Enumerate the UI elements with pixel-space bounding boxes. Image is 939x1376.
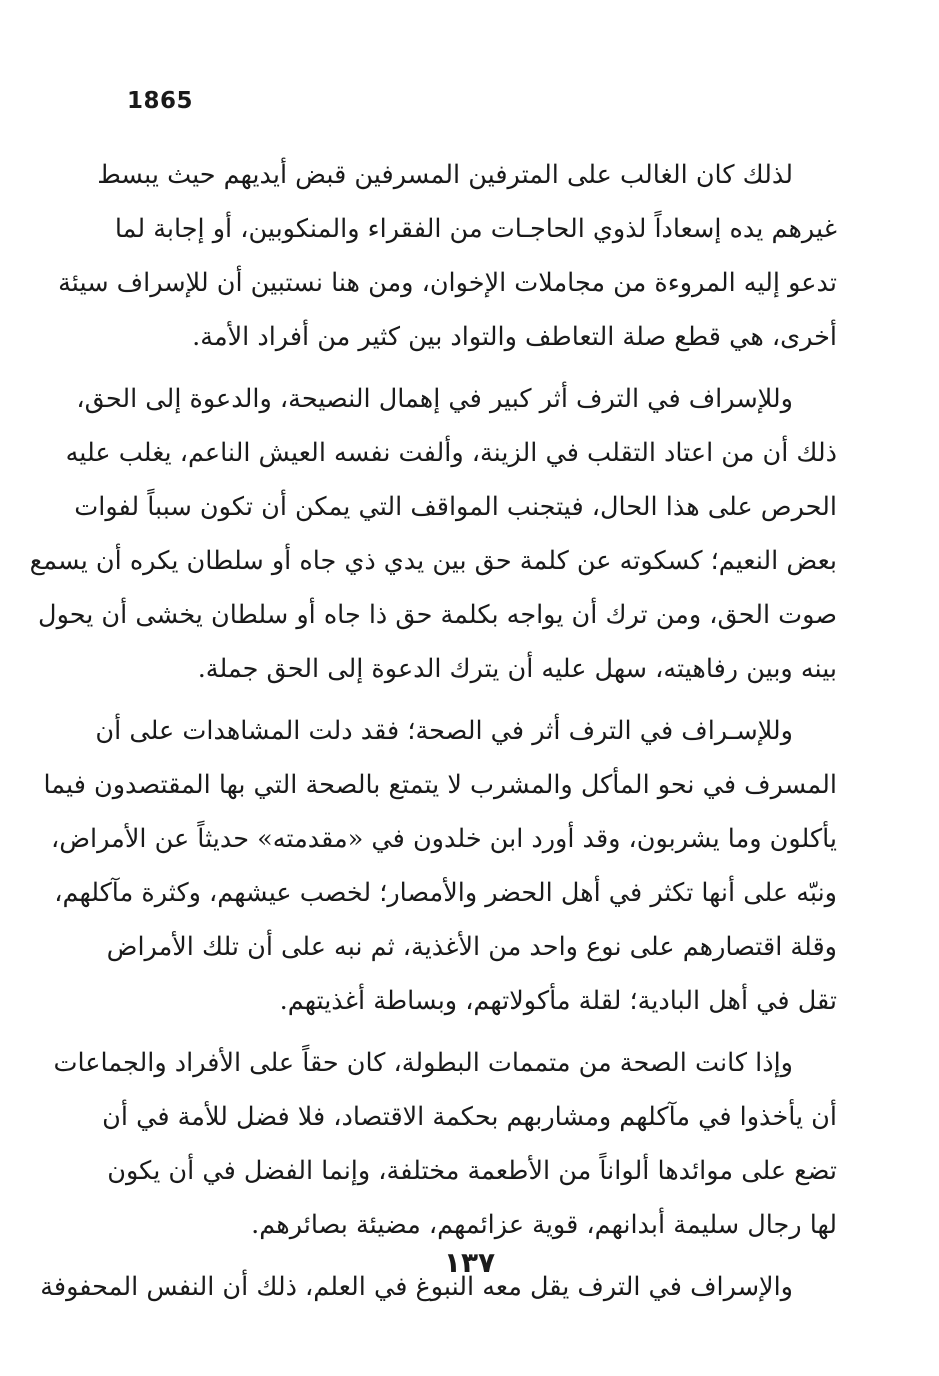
- text-line: صوت الحق، ومن ترك أن يواجه بكلمة حق ذا جاه أو سلطان يخشى أن يحول: [38, 600, 837, 630]
- text-line: تقل في أهل البادية؛ لقلة مأكولاتهم، وبساطة أغذيتهم.: [279, 986, 837, 1016]
- text-line: بعض النعيم؛ كسكوته عن كلمة حق بين يدي ذي جاه أو سلطان يكره أن يسمع: [29, 546, 837, 576]
- text-line: تدعو إليه المروءة من مجاملات الإخوان، ومن هنا نستبين أن للإسراف سيئة: [58, 268, 837, 298]
- text-line: والإسراف في الترف يقل معه النبوغ في العلم، ذلك أن النفس المحفوفة: [40, 1272, 793, 1302]
- text-line: الحرص على هذا الحال، فيتجنب المواقف التي يمكن أن تكون سبباً لفوات: [74, 492, 837, 522]
- text-line: أن يأخذوا في مآكلهم ومشاربهم بحكمة الاقتصاد، فلا فضل للأمة في أن: [102, 1102, 837, 1132]
- text-line: غيرهم يده إسعاداً لذوي الحاجـات من الفقراء والمنكوبين، أو إجابة لما: [114, 214, 837, 244]
- page-body: [29, 148, 837, 1314]
- text-line: وللإسراف في الترف أثر كبير في إهمال النصيحة، والدعوة إلى الحق،: [76, 384, 793, 414]
- paragraph: [53, 1036, 837, 1252]
- text-line: ذلك أن من اعتاد التقلب في الزينة، وألفت نفسه العيش الناعم، يغلب عليه: [65, 438, 837, 468]
- text-line: لها رجال سليمة أبدانهم، قوية عزائمهم، مضيئة بصائرهم.: [251, 1210, 837, 1240]
- paragraph: [29, 372, 837, 696]
- text-line: وإذا كانت الصحة من متممات البطولة، كان حقاً على الأفراد والجماعات: [53, 1048, 793, 1078]
- text-line: المسرف في نحو المأكل والمشرب لا يتمتع بالصحة التي بها المقتصدون فيما: [43, 770, 837, 800]
- text-line: أخرى، هي قطع صلة التعاطف والتواد بين كثير من أفراد الأمة.: [192, 322, 837, 352]
- text-line: تضع على موائدها ألواناً من الأطعمة مختلفة، وإنما الفضل في أن يكون: [107, 1156, 837, 1186]
- text-line: وللإسـراف في الترف أثر في الصحة؛ فقد دلت المشاهدات على أن: [95, 716, 793, 746]
- text-line: لذلك كان الغالب على المترفين المسرفين قبض أيديهم حيث يبسط: [97, 160, 793, 190]
- text-line: وقلة اقتصارهم على نوع واحد من الأغذية، ثم نبه على أن تلك الأمراض: [106, 932, 837, 962]
- scan-id: 1865: [127, 88, 194, 114]
- text-line: ونبّه على أنها تكثر في أهل الحضر والأمصار؛ لخصب عيشهم، وكثرة مآكلهم،: [54, 878, 837, 908]
- paragraph: [43, 704, 837, 1028]
- page-number: ١٣٧: [443, 1246, 496, 1279]
- text-line: بينه وبين رفاهيته، سهل عليه أن يترك الدعوة إلى الحق جملة.: [197, 654, 837, 684]
- text-line: يأكلون وما يشربون، وقد أورد ابن خلدون في «مقدمته» حديثاً عن الأمراض،: [50, 824, 837, 854]
- paragraph: [58, 148, 837, 364]
